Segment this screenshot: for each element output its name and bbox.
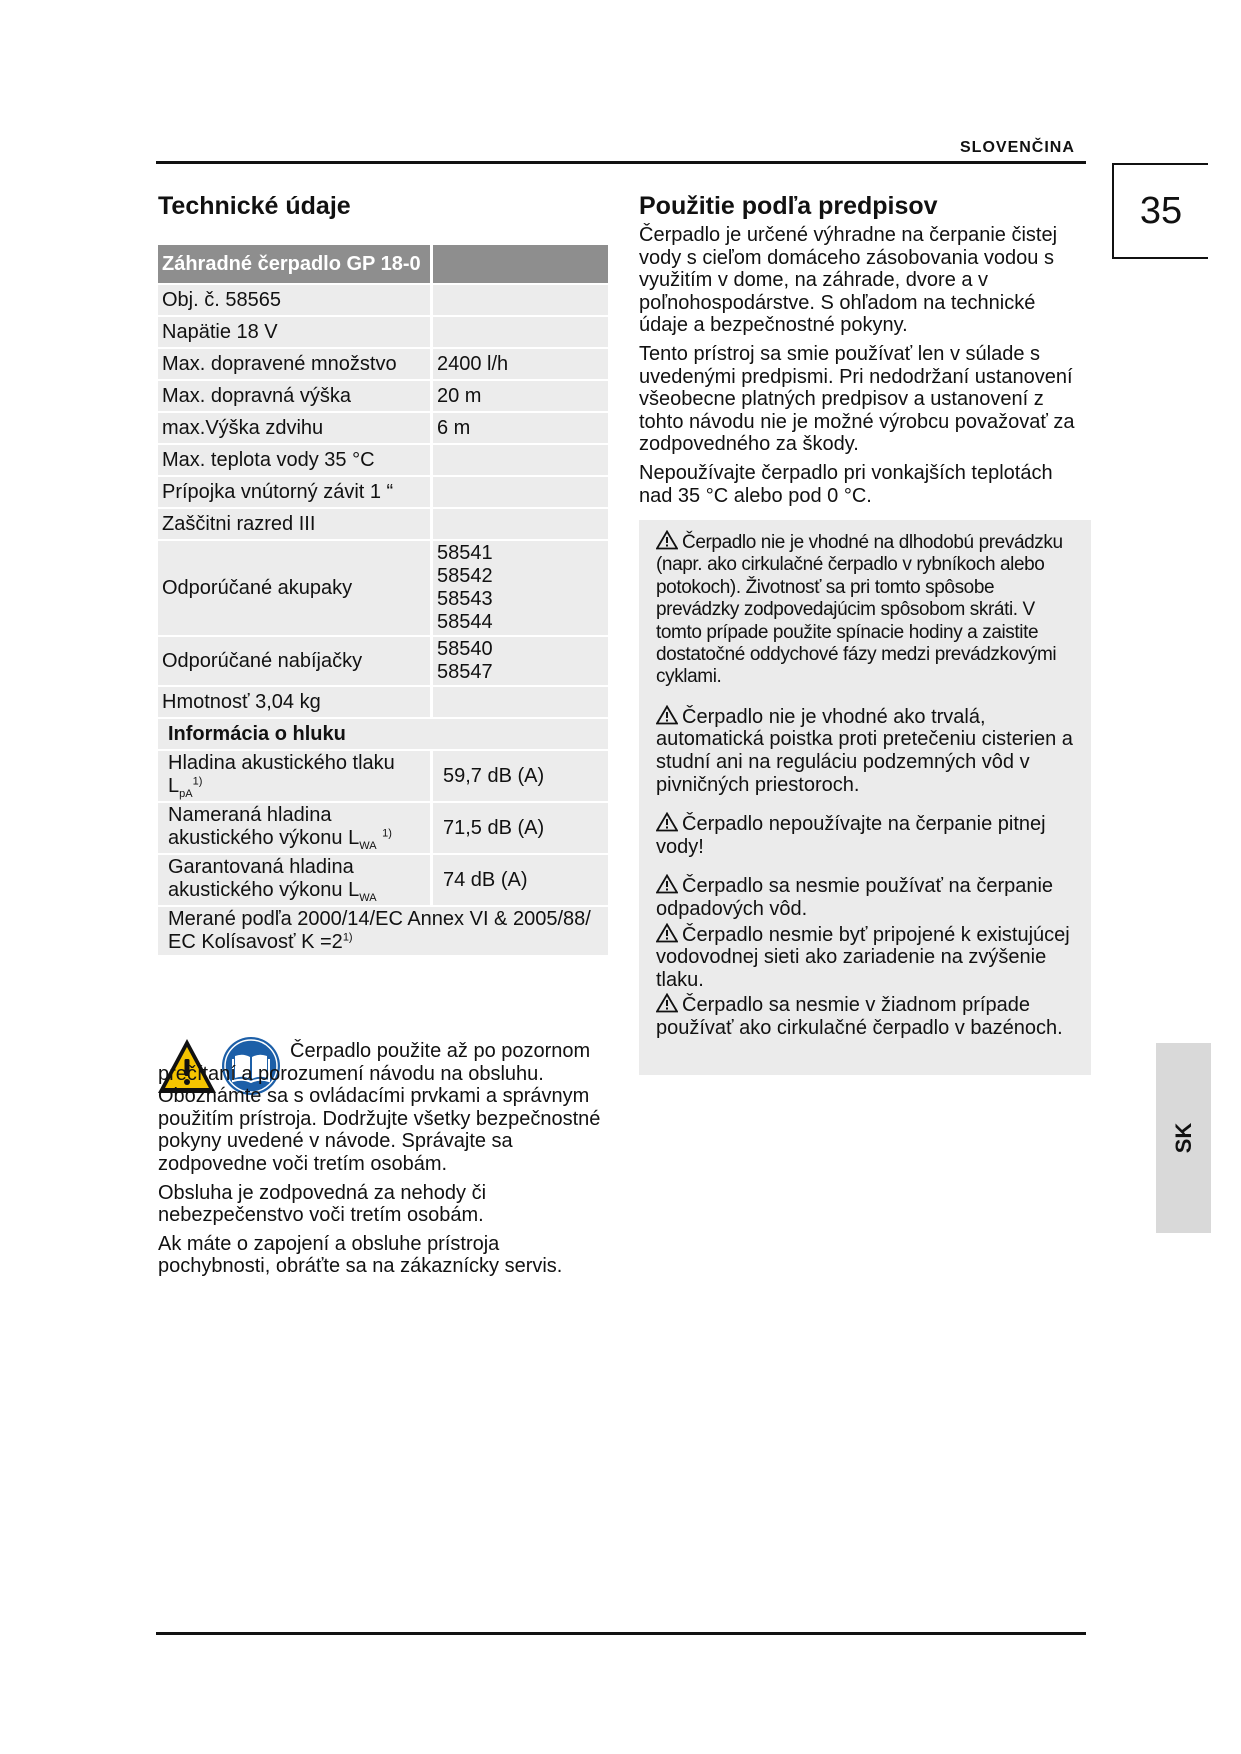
warning-item: Čerpadlo nie je vhodné ako trvalá, automatická poistka proti pretečeniu cisterien a studní ani na reguláciu podzemných vôd v pivničných priestoroch. [656, 705, 1073, 796]
sound-pressure-value: 59,7 dB (A) [433, 751, 608, 801]
row-label: Max. teplota vody 35 °C [158, 445, 433, 475]
top-divider [156, 161, 1086, 164]
row-label: Prípojka vnútorný závit 1 “ [158, 477, 433, 507]
noise-heading-row [158, 719, 608, 749]
chargers-values [433, 637, 608, 685]
intro-paragraph: Čerpadlo použite až po pozornom prečítaní a porozumení návodu na obsluhu. Oboznámte sa s ovládacími prvkami a správnym použitím prístroja. Dodržujte všetky bezpečnostné pokyny uvedené v návode. Správajte sa zodpovedne voči tretím osobám. [158, 1040, 601, 1175]
row-value: 2400 l/h [433, 349, 608, 379]
intended-use-paragraph: Čerpadlo je určené výhradne na čerpanie čistej vody s cieľom domáceho zásobovania vodou s využitím v dome, na záhrade, dvore a v poľnohospodárstve. S ohľadom na technické údaje a bezpečnostné pokyny. [639, 224, 1058, 337]
table-row [158, 509, 608, 539]
intended-use-text [639, 224, 1087, 513]
intro-paragraph: Obsluha je zodpovedná za nehody či nebezpečenstvo voči tretím osobám. [158, 1181, 487, 1227]
guaranteed-power-value: 74 dB (A) [433, 855, 608, 905]
row-label: Max. dopravené množstvo [158, 349, 433, 379]
battery-pack-number: 58542 [437, 565, 493, 587]
battery-pack-number: 58544 [437, 611, 493, 633]
chargers-row [158, 637, 608, 685]
language-side-tab [1156, 1043, 1211, 1233]
intended-use-paragraph: Nepoužívajte čerpadlo pri vonkajších teplotách nad 35 °C alebo pod 0 °C. [639, 461, 1053, 507]
intro-paragraph: Ak máte o zapojení a obsluhe prístroja pochybnosti, obráťte sa na zákaznícky servis. [158, 1232, 563, 1278]
measurement-note: Merané podľa 2000/14/EC Annex VI & 2005/88/ EC Kolísavosť $K =2^{1)}$ [158, 907, 608, 955]
row-value [433, 477, 608, 507]
warning-item: Čerpadlo sa nesmie používať na čerpanie odpadových vôd. [656, 875, 1054, 920]
row-value [433, 509, 608, 539]
measured-power-row [158, 803, 608, 853]
warning-item: Čerpadlo nesmie byť pripojené k existujúcej vodovodnej sieti ako zariadenie na zvýšenie tlaku. [656, 923, 1070, 991]
noise-heading: Informácia o hluku [158, 719, 608, 749]
warning-triangle-icon [656, 993, 678, 1013]
sound-pressure-label: Hladina akustického tlaku $L_{pA}^{1)}$ [158, 751, 433, 801]
sound-pressure-row [158, 751, 608, 801]
warning-item: Čerpadlo nie je vhodné na dlhodobú prevádzku (napr. ako cirkulačné čerpadlo v rybníkoch alebo potokoch). Životnosť sa pri tomto spôsobe prevádzky zodpovedajúcim spôsobom skráti. V tomto prípade použite spínacie hodiny a zaistite dostatočné oddychové fázy medzi prevádzkovými cyklami. [656, 532, 1063, 688]
intro-text [158, 1040, 608, 1284]
warning-triangle-icon [656, 812, 678, 832]
battery-pack-number: 58541 [437, 542, 493, 564]
row-value: 20 m [433, 381, 608, 411]
warning-triangle-icon [656, 530, 678, 550]
row-label: Zaščitni razred III [158, 509, 433, 539]
measurement-note-row [158, 907, 608, 955]
charger-number: 58540 [437, 638, 493, 660]
table-row [158, 477, 608, 507]
charger-number: 58547 [437, 661, 493, 683]
battery-packs-label: Odporúčané akupaky [158, 541, 433, 635]
battery-packs-values [433, 541, 608, 635]
warnings-box [639, 520, 1091, 1075]
table-row [158, 285, 608, 315]
page-number: 35 [1112, 163, 1208, 259]
measured-power-label: Nameraná hladina akustického výkonu $L_{WA}$ $^{1)}$ [158, 803, 433, 853]
measured-power-value: 71,5 dB (A) [433, 803, 608, 853]
battery-pack-number: 58543 [437, 588, 493, 610]
language-label: SLOVENČINA [960, 139, 1075, 156]
weight-row [158, 687, 608, 717]
weight-label: Hmotnosť 3,04 kg [158, 687, 433, 717]
intended-use-paragraph: Tento prístroj sa smie používať len v súlade s uvedenými predpismi. Pri nedodržaní ustanovení všeobecne platných predpisov a ustanovení z tohto návodu nie je možné výrobcu považovať za zodpovedného za škody. [639, 342, 1075, 456]
warning-triangle-icon [656, 874, 678, 894]
intended-use-heading: Použitie podľa predpisov [639, 192, 938, 220]
warning-item: Čerpadlo sa nesmie v žiadnom prípade používať ako cirkulačné čerpadlo v bazénoch. [656, 994, 1063, 1039]
table-row [158, 349, 608, 379]
table-header-row [158, 245, 608, 283]
warning-triangle-icon [656, 923, 678, 943]
row-value [433, 445, 608, 475]
table-row [158, 445, 608, 475]
table-row [158, 317, 608, 347]
battery-packs-row [158, 541, 608, 635]
warning-triangle-icon [656, 705, 678, 725]
warning-item: Čerpadlo nepoužívajte na čerpanie pitnej vody! [656, 813, 1046, 858]
language-side-tab-label: SK [1170, 1122, 1196, 1154]
row-value [433, 317, 608, 347]
table-title: Záhradné čerpadlo GP 18-0 [158, 245, 433, 283]
guaranteed-power-label: Garantovaná hladina akustického výkonu $L_{WA}$ [158, 855, 433, 905]
row-label: max.Výška zdvihu [158, 413, 433, 443]
row-value: 6 m [433, 413, 608, 443]
technical-data-table [158, 243, 608, 957]
row-label: Obj. č. 58565 [158, 285, 433, 315]
table-row [158, 381, 608, 411]
table-row [158, 413, 608, 443]
row-value [433, 285, 608, 315]
table-header-blank [433, 245, 608, 283]
technical-data-heading: Technické údaje [158, 192, 351, 220]
bottom-divider [156, 1632, 1086, 1635]
row-label: Max. dopravná výška [158, 381, 433, 411]
row-label: Napätie 18 V [158, 317, 433, 347]
guaranteed-power-row [158, 855, 608, 905]
chargers-label: Odporúčané nabíjačky [158, 637, 433, 685]
